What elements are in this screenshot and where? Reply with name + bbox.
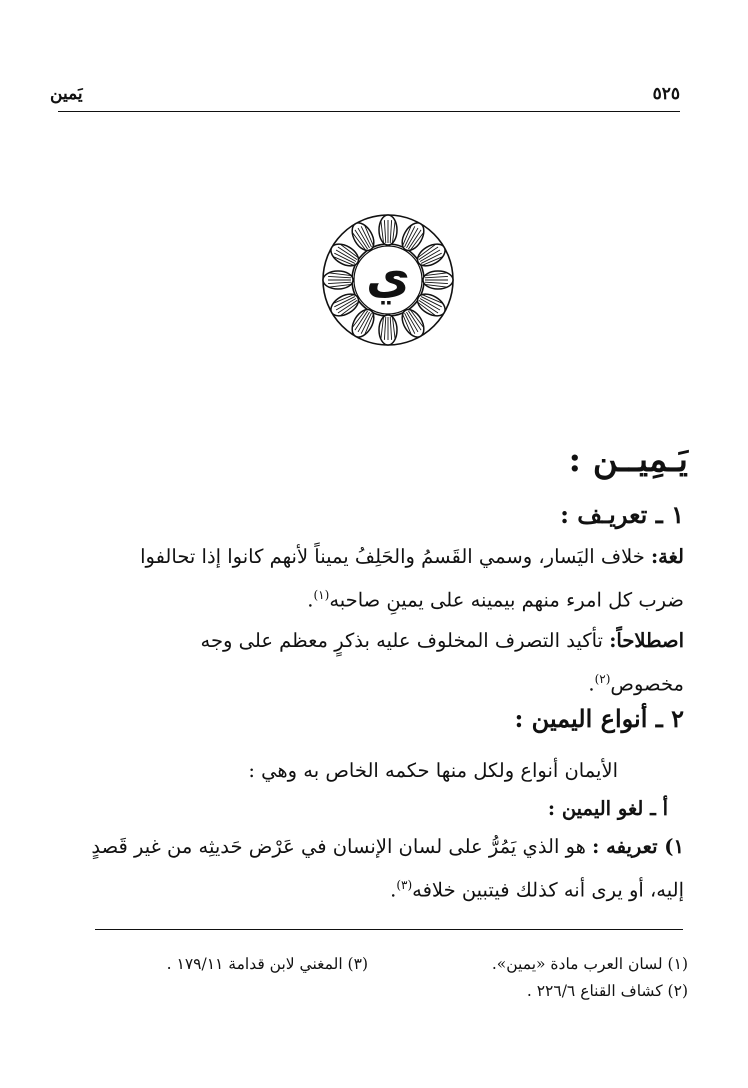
laghw-definition-line-2: إليه، أو يرى أنه كذلك فيتبين خلافه$^{(٣)}$. xyxy=(390,878,684,902)
subsection-laghw-heading: أ ـ لغو اليمين : xyxy=(547,797,668,820)
running-title: يَمين xyxy=(50,84,83,104)
lugha-text-1: خلاف اليَسار، وسمي القَسمُ والحَلِفُ يميناً لأنهم كانوا إذا تحالفوا xyxy=(140,545,651,568)
footnote-ref-3: (٣) xyxy=(396,878,413,892)
footnote-2: (٢) كشاف القناع ٢٢٦/٦ . xyxy=(526,982,688,1000)
entry-title: يَـمِيــن : xyxy=(568,440,688,480)
footnote-1: (١) لسان العرب مادة «يمين». xyxy=(491,955,688,973)
lugha-label: لغة: xyxy=(650,545,684,568)
header-divider xyxy=(58,111,680,112)
istilah-text-1: تأكيد التصرف المخلوف عليه بذكرٍ معظم على وجه xyxy=(200,629,610,652)
istilah-line-1 xyxy=(84,622,684,660)
footnote-divider xyxy=(95,929,683,930)
footnote-ref-1: (١) xyxy=(313,588,330,602)
medallion-letter: ي xyxy=(366,249,410,305)
types-intro: الأيمان أنواع ولكل منها حكمه الخاص به وهي : xyxy=(248,759,618,782)
lugha-line-1 xyxy=(84,538,684,576)
laghw-definition-text-2: إليه، أو يرى أنه كذلك فيتبين خلافه xyxy=(412,878,684,902)
footnote-ref-2: (٢) xyxy=(594,672,611,686)
istilah-label: اصطلاحاً: xyxy=(609,629,684,652)
page-number: ٥٢٥ xyxy=(652,84,680,104)
laghw-definition-line-1 xyxy=(84,828,684,866)
laghw-definition-label: ١) تعريفه : xyxy=(592,835,684,858)
lugha-line-2: ضرب كل امرء منهم بيمينه على يمينِ صاحبه$^{(١)}$. xyxy=(307,588,684,612)
section-definition-heading: ١ ـ تعريـف : xyxy=(560,500,684,529)
section-types-heading: ٢ ـ أنواع اليمين : xyxy=(514,704,684,733)
lugha-text-2: ضرب كل امرء منهم بيمينه على يمينِ صاحبه xyxy=(329,588,684,612)
istilah-text-2: مخصوص xyxy=(610,672,684,696)
laghw-definition-text-1: هو الذي يَمُرُّ على لسان الإنسان في عَرْض حَديثِه من غير قَصدٍ xyxy=(91,835,593,858)
footnote-3: (٣) المغني لابن قدامة ١٧٩/١١ . xyxy=(166,955,368,973)
istilah-line-2: مخصوص$^{(٢)}$. xyxy=(588,672,684,696)
